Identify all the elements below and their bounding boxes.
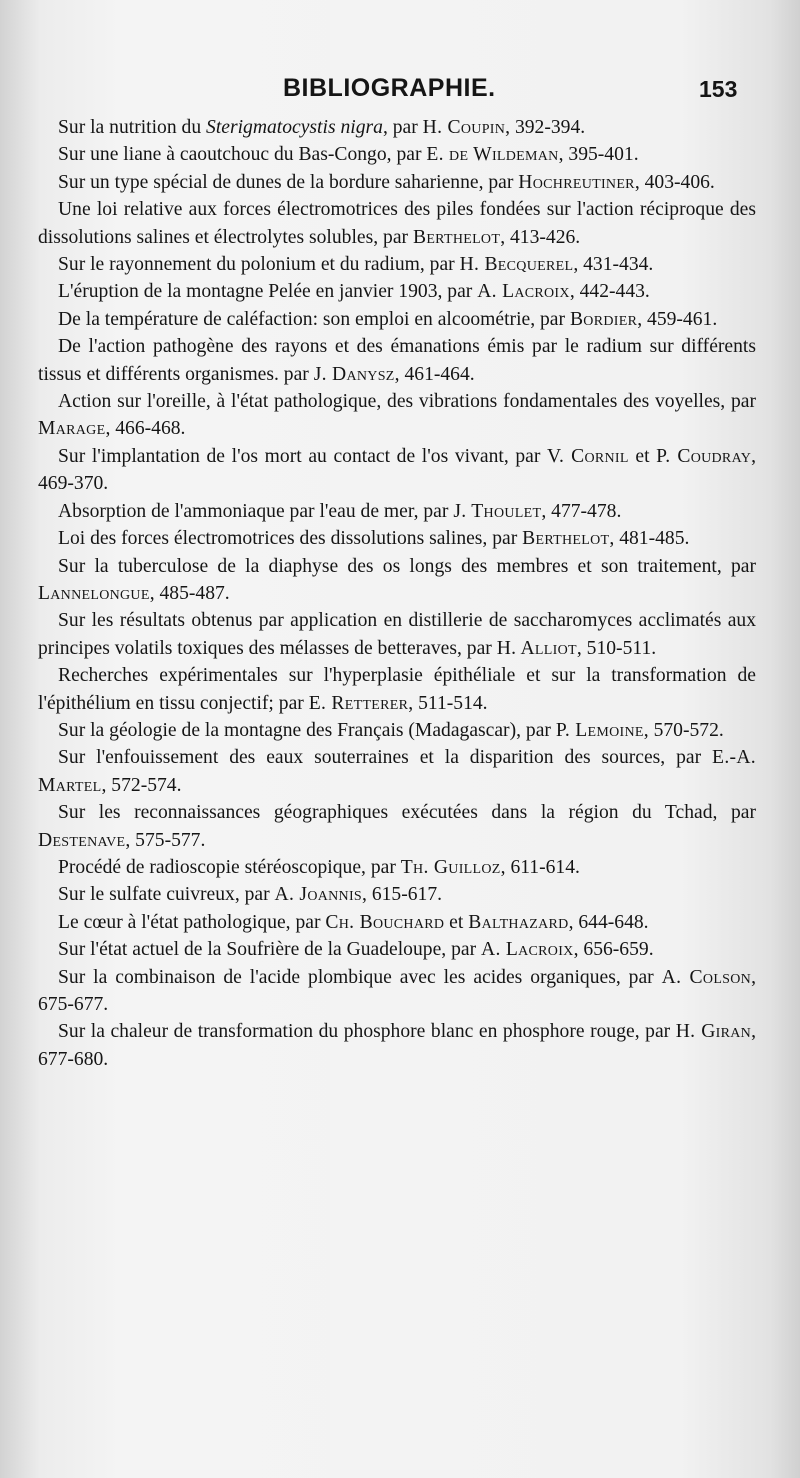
- bibliography-entry: [38, 936, 756, 963]
- bibliography-entry: [38, 717, 756, 744]
- entry-author: Destenave: [38, 829, 126, 851]
- entry-title: L'éruption de la montagne Pelée en janvier 1903, par: [58, 281, 478, 303]
- entry-pages: , 675-677.: [38, 966, 756, 1015]
- entry-title: Sur la nutrition du: [58, 117, 207, 138]
- bibliography-entry: [38, 881, 756, 908]
- entry-connector: , par: [382, 117, 423, 138]
- entry-author: Ch. Bouchard: [325, 911, 445, 933]
- bibliography-entry: [38, 306, 756, 333]
- entry-pages: , 611-614.: [500, 856, 580, 878]
- bibliography-entry: [38, 854, 756, 881]
- entry-title: Sur l'implantation de l'os mort au contact de l'os vivant, par: [58, 445, 548, 467]
- bibliography-entry: [38, 799, 756, 854]
- entry-author: E.-A. Martel: [38, 747, 756, 796]
- entry-pages: , 395-401.: [558, 144, 639, 166]
- entry-author: Bordier: [569, 308, 638, 330]
- entry-title: Sur les reconnaissances géographiques exécutées dans la région du Tchad, par: [58, 802, 756, 824]
- running-title: BIBLIOGRAPHIE.: [283, 74, 496, 102]
- entry-author: V. Cornil: [547, 445, 629, 467]
- entry-title: Absorption de l'ammoniaque par l'eau de mer, par: [58, 500, 454, 522]
- entry-title: Sur la combinaison de l'acide plombique avec les acides organiques, par: [58, 966, 662, 988]
- bibliography-entry: [38, 964, 756, 1019]
- entry-title: Sur un type spécial de dunes de la bordure saharienne, par: [58, 171, 519, 193]
- bibliography-entry: [38, 662, 756, 717]
- entry-pages: , 481-485.: [609, 528, 690, 550]
- entry-title: De l'action pathogène des rayons et des émanations émis par le radium sur différents tissus et différents organismes. par: [38, 336, 756, 385]
- bibliography-entry: [38, 1018, 756, 1073]
- entry-author: Berthelot: [522, 528, 610, 550]
- entry-title: Action sur l'oreille, à l'état pathologique, des vibrations fondamentales des voyelles, par: [58, 391, 756, 413]
- entry-author: A. Lacroix: [477, 281, 570, 303]
- bibliography-entry: [38, 196, 756, 251]
- entry-title: Le cœur à l'état pathologique, par: [58, 911, 326, 933]
- entry-author: J. Thoulet: [453, 500, 542, 522]
- entry-author: Marage: [38, 418, 106, 440]
- bibliography-entry: [38, 909, 756, 936]
- bibliography-entry: [38, 114, 756, 141]
- entry-pages: , 461-464.: [394, 363, 475, 385]
- bibliography-entry: [38, 251, 756, 278]
- entry-author: Berthelot: [412, 226, 501, 248]
- bibliography-entry: [38, 443, 756, 498]
- entry-title: Sur l'enfouissement des eaux souterraines et la disparition des sources, par: [58, 747, 713, 769]
- bibliography-entry: [38, 744, 756, 799]
- entry-title-italic: Sterigmatocystis nigra: [206, 117, 383, 138]
- entry-author: H. Alliot: [496, 637, 577, 659]
- page-header: [0, 70, 800, 110]
- entry-author: A. Joannis: [274, 884, 363, 906]
- entry-pages: , 575-577.: [125, 829, 206, 851]
- entry-connector: et: [628, 445, 657, 467]
- entry-author: A. Colson: [661, 966, 752, 988]
- entry-title: De la température de caléfaction: son emploi en alcoométrie, par: [58, 308, 570, 330]
- entry-author: E. de Wildeman: [426, 144, 559, 166]
- bibliography-list: [38, 114, 756, 1073]
- entry-author: P. Coudray: [656, 445, 752, 467]
- entry-title: Sur la tuberculose de la diaphyse des os longs des membres et son traitement, par: [58, 555, 756, 577]
- entry-author: Hochreutiner: [518, 171, 635, 193]
- entry-title: Une loi relative aux forces électromotrices des piles fondées sur l'action réciproque des dissolutions salines et électrolytes solubles, par: [38, 199, 756, 248]
- entry-pages: , 656-659.: [573, 939, 654, 961]
- bibliography-entry: [38, 607, 756, 662]
- bibliography-entry: [38, 553, 756, 608]
- entry-pages: , 570-572.: [643, 719, 724, 741]
- bibliography-entry: [38, 141, 756, 168]
- entry-title: Sur une liane à caoutchouc du Bas-Congo, par: [58, 144, 427, 166]
- entry-title: Procédé de radioscopie stéréoscopique, par: [58, 856, 401, 878]
- entry-pages: , 403-406.: [634, 171, 715, 193]
- bibliography-entry: [38, 278, 756, 305]
- entry-connector: et: [444, 911, 469, 933]
- entry-title: Sur le rayonnement du polonium et du radium, par: [58, 254, 460, 276]
- entry-author: H. Becquerel: [459, 254, 574, 276]
- entry-title: Sur la géologie de la montagne des Français (Madagascar), par: [58, 719, 556, 741]
- bibliography-entry: [38, 333, 756, 388]
- entry-author: H. Coupin: [422, 117, 506, 138]
- bibliography-entry: [38, 169, 756, 196]
- entry-pages: , 392-394.: [505, 117, 586, 138]
- entry-author: H. Giran: [675, 1021, 752, 1043]
- bibliography-entry: [38, 525, 756, 552]
- entry-author: E. Retterer: [308, 692, 409, 714]
- entry-pages: , 644-648.: [568, 911, 649, 933]
- entry-title: Sur le sulfate cuivreux, par: [58, 884, 275, 906]
- entry-pages: , 511-514.: [408, 692, 488, 714]
- entry-pages: , 469-370.: [38, 445, 757, 495]
- entry-pages: , 466-468.: [105, 418, 186, 440]
- page-number: 153: [699, 76, 738, 102]
- entry-pages: , 431-434.: [573, 254, 654, 276]
- entry-pages: , 615-617.: [362, 884, 443, 906]
- entry-title: Sur l'état actuel de la Soufrière de la Guadeloupe, par: [58, 939, 481, 961]
- entry-pages: , 459-461.: [637, 308, 718, 330]
- entry-pages: , 572-574.: [101, 774, 182, 796]
- entry-title: Loi des forces électromotrices des dissolutions salines, par: [58, 528, 523, 550]
- entry-pages: , 510-511.: [576, 637, 657, 659]
- entry-pages: , 485-487.: [149, 582, 230, 604]
- entry-pages: , 413-426.: [500, 226, 581, 248]
- entry-author: Lannelongue: [38, 582, 150, 604]
- bibliography-entry: [38, 498, 756, 525]
- entry-author: Balthazard: [468, 911, 569, 933]
- entry-pages: , 442-443.: [569, 281, 650, 303]
- entry-author: J. Danysz: [313, 363, 395, 385]
- entry-pages: , 477-478.: [541, 500, 622, 522]
- entry-author: P. Lemoine: [555, 719, 644, 741]
- entry-pages: , 677-680.: [38, 1021, 756, 1070]
- entry-title: Recherches expérimentales sur l'hyperplasie épithéliale et sur la transformation de l'épithélium en tissu conjectif; par: [38, 665, 756, 714]
- bibliography-entry: [38, 388, 756, 443]
- entry-author: A. Lacroix: [481, 939, 574, 961]
- entry-title: Sur la chaleur de transformation du phosphore blanc en phosphore rouge, par: [58, 1021, 676, 1043]
- entry-author: Th. Guilloz: [400, 856, 501, 878]
- entry-title: Sur les résultats obtenus par application en distillerie de saccharomyces acclimatés aux principes volatils toxiques des mélasses de betteraves, par: [38, 610, 756, 659]
